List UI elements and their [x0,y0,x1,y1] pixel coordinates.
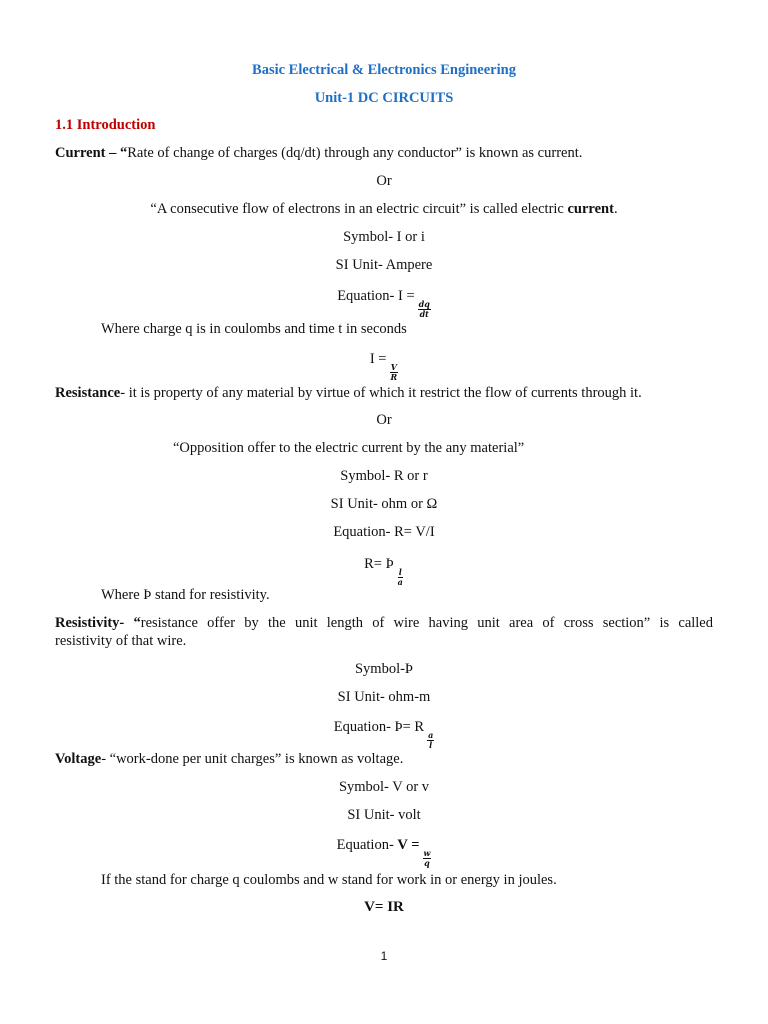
resistivity-definition [55,614,713,632]
fraction-denominator: l [429,740,433,750]
current-alt-bold: current [567,201,614,217]
voltage-note: If the stand for charge q coulombs and w stand for work in or energy in joules. [101,872,557,888]
equation-label: Equation- Þ= R [333,719,425,735]
resistivity-term: Resistivity- “ [55,615,141,631]
ohms-law-equation: V= IR [364,899,404,915]
equation-label: Equation- [336,837,398,853]
equation-bold: V = [397,837,420,853]
equation-label: Equation- I = [337,288,415,304]
resistance-term: Resistance [55,385,121,401]
resistivity-definition-cont: resistivity of that wire. [55,633,187,649]
current-alt-definition [0,200,768,218]
voltage-term: Voltage [55,751,102,767]
voltage-si-unit: SI Unit- volt [347,807,421,823]
fraction [389,363,398,382]
resistance-alt-definition: “Opposition offer to the electric current by the any material” [173,440,525,456]
current-equation-2 [0,350,768,382]
current-definition-text: Rate of change of charges (dq/dt) through any conductor” is known as current. [127,145,583,161]
current-symbol: Symbol- I or i [343,229,425,245]
current-alt-text: “A consecutive flow of electrons in an electric circuit” is called electric [150,201,568,217]
resistivity-si-unit: SI Unit- ohm-m [337,689,431,705]
voltage-equation [0,836,768,868]
current-note: Where charge q is in coulombs and time t in seconds [101,321,407,337]
resistance-equation-2 [0,555,768,587]
current-equation [0,287,768,319]
resistance-definition-text: - it is property of any material by virtue of which it restrict the flow of currents through it. [120,385,642,401]
equation-label: R= Þ [364,556,394,572]
or-text: Or [376,173,392,189]
current-alt-suffix: . [613,201,618,217]
current-definition [55,144,582,162]
resistance-note: Where Þ stand for resistivity. [101,587,270,603]
current-si-unit: SI Unit- Ampere [335,257,433,273]
voltage-definition-text: - “work-done per unit charges” is known as voltage. [101,751,404,767]
fraction-denominator: R [390,372,398,382]
resistivity-equation [0,718,768,750]
voltage-symbol: Symbol- V or v [338,779,430,795]
current-term: Current – “ [55,145,128,161]
resistivity-symbol: Symbol-Þ [354,661,413,677]
fraction-numerator: V [390,362,397,372]
fraction-denominator: dt [419,309,429,319]
resistance-si-unit: SI Unit- ohm or Ω [330,496,438,512]
fraction-numerator: dq [418,299,430,309]
fraction [418,300,431,319]
resistivity-definition-text: resistance offer by the unit length of wire having unit area of cross section” is called [140,615,713,631]
fraction-denominator: a [397,577,403,587]
voltage-definition [55,750,403,768]
course-title: Basic Electrical & Electronics Engineering [252,62,516,78]
fraction-numerator: l [398,567,402,577]
fraction [397,568,404,587]
section-heading: 1.1 Introduction [55,117,156,133]
resistance-definition [55,384,642,402]
fraction [427,731,434,750]
fraction-denominator: q [424,858,430,868]
resistance-symbol: Symbol- R or r [340,468,428,484]
resistance-equation: Equation- R= V/I [333,524,435,540]
fraction-numerator: w [423,848,431,858]
fraction [423,849,432,868]
or-text: Or [376,412,392,428]
equation-label: I = [369,351,387,367]
fraction-numerator: a [428,730,434,740]
page-number: 1 [380,949,388,963]
unit-title: Unit-1 DC CIRCUITS [314,90,454,106]
